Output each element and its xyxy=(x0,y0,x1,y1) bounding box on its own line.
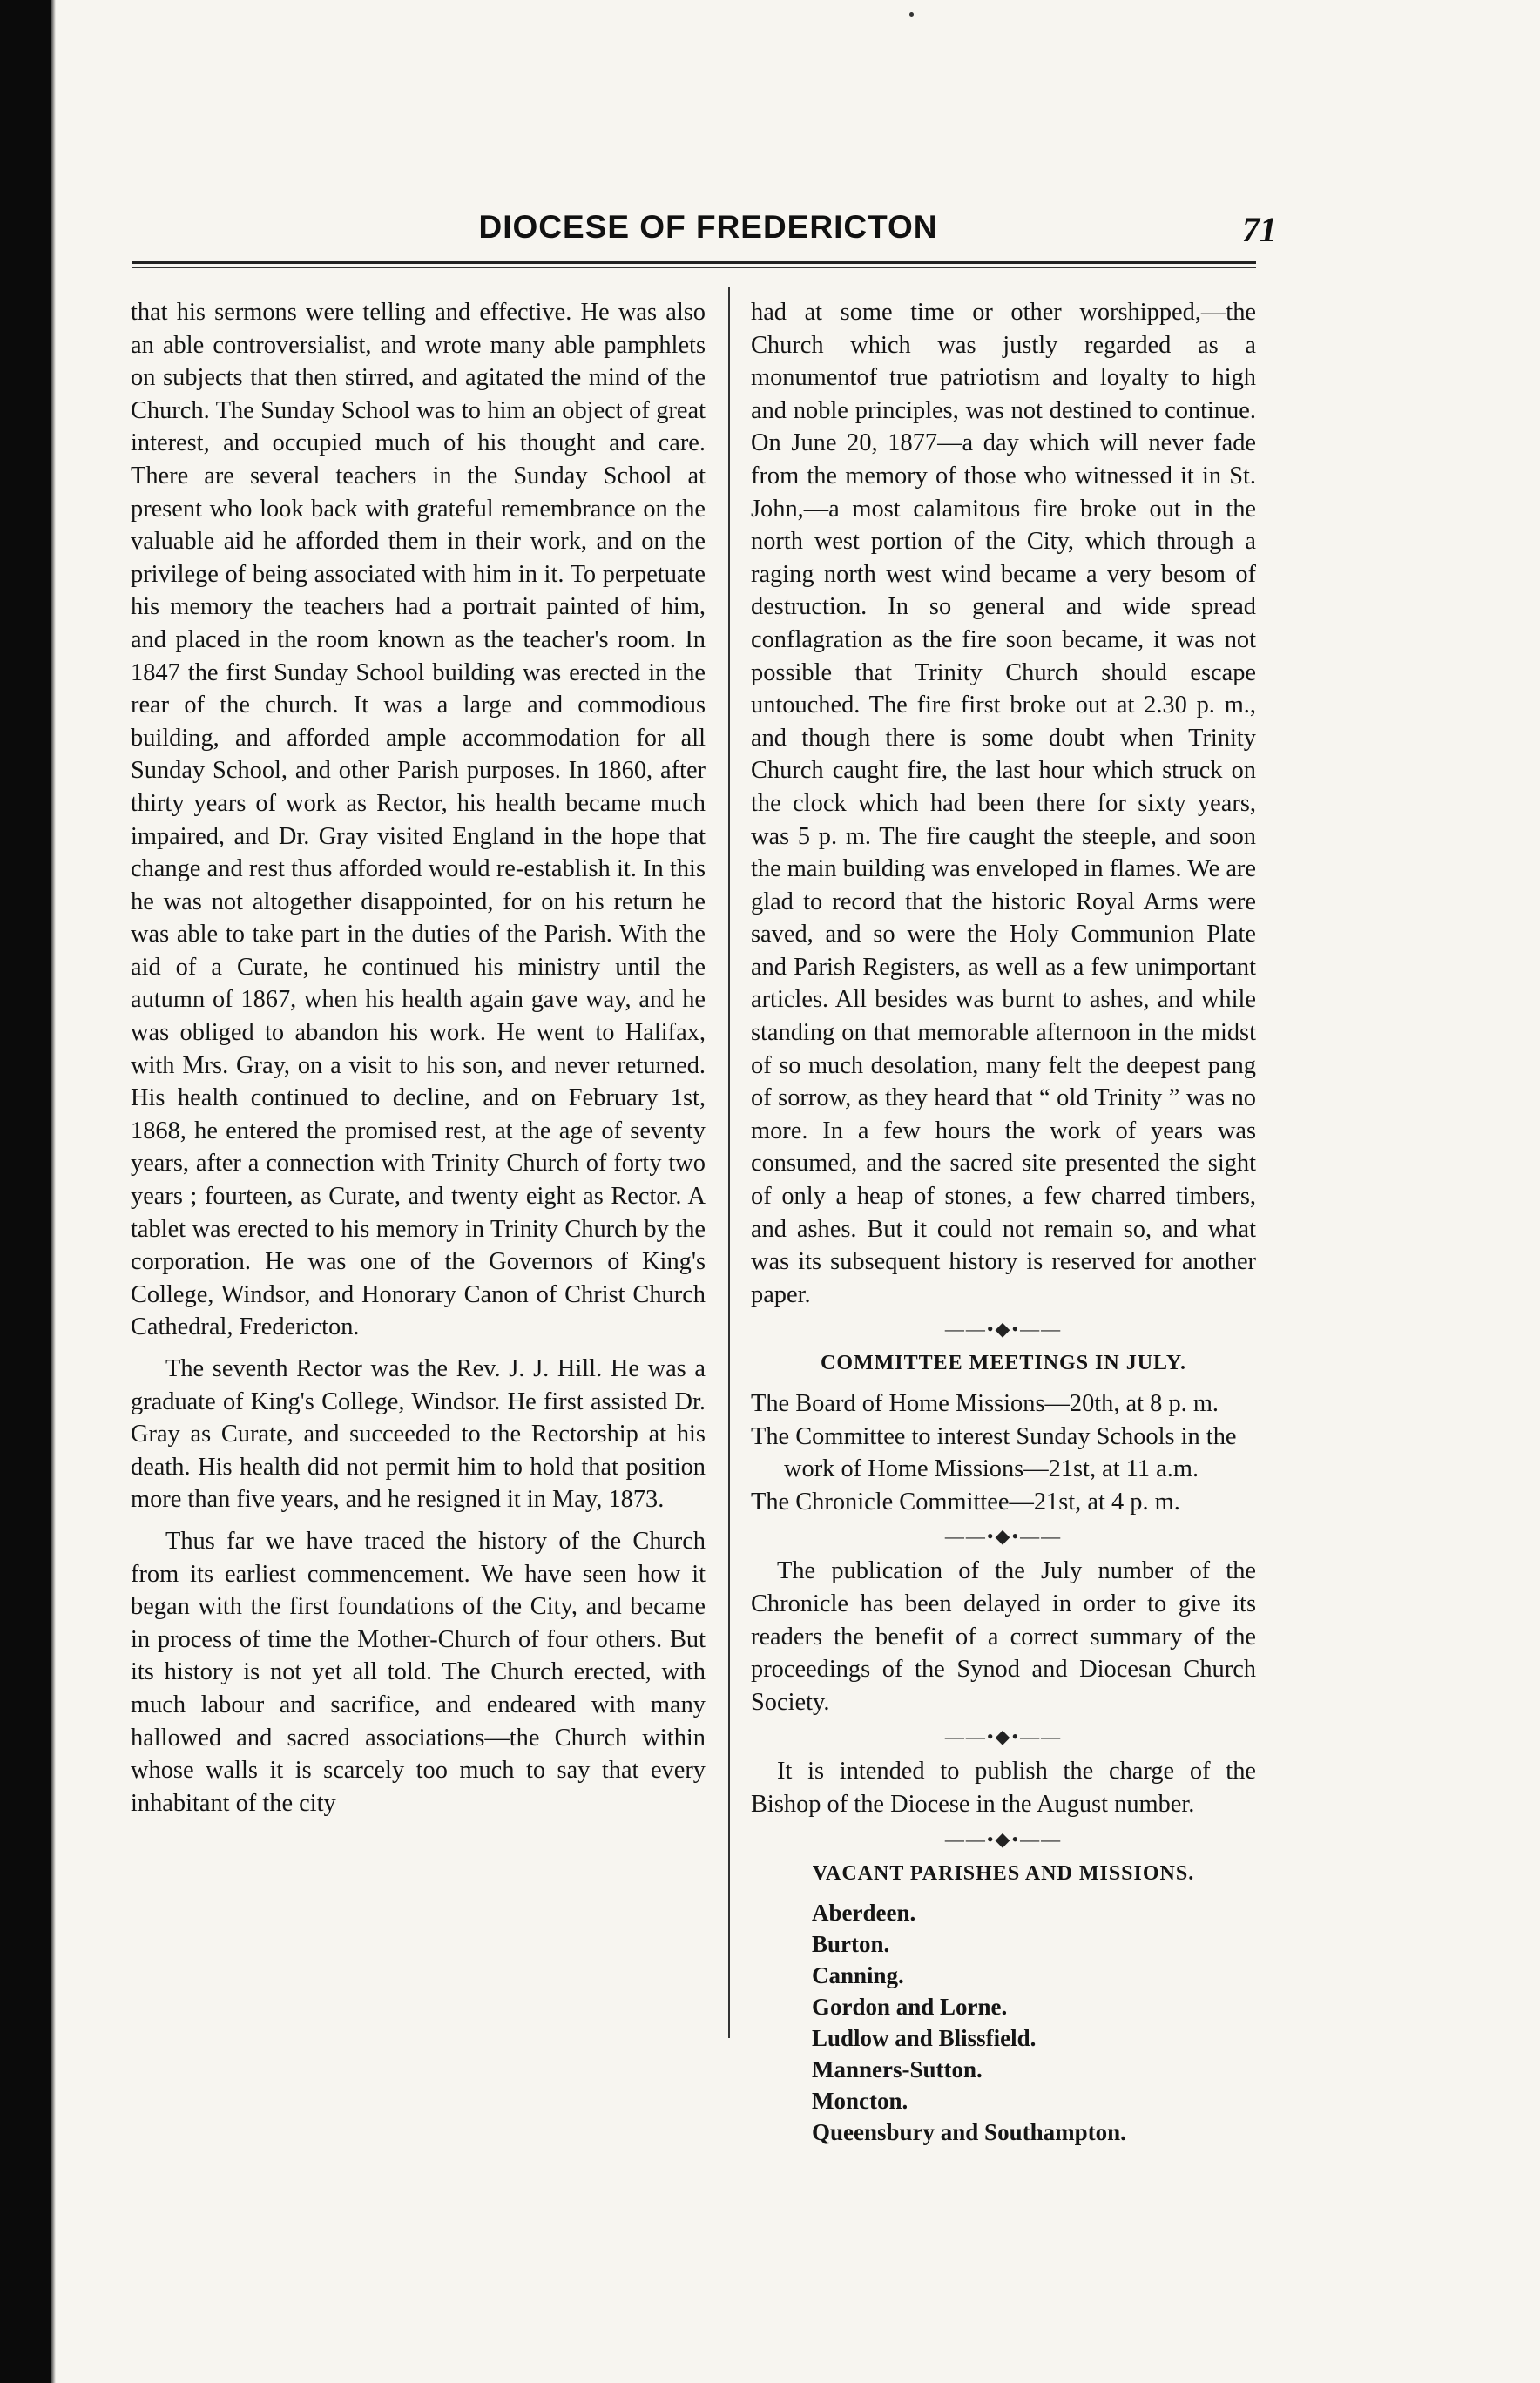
list-item: Aberdeen. xyxy=(812,1900,916,1927)
paragraph: had at some time or other worshipped,—the Church which was justly regarded as a monumentof true patriotism and loyalty to high and noble principles, was not destined to continue. On June 20, 1877—a day which will never fade from the memory of those who witnessed it in St. John,—a most calamitous fire broke out in the north west portion of the City, which through a raging north west wind became a very besom of destruction. In so general and wide spread conflagration as the fire soon became, it was not possible that Trinity Church should escape untouched. The fire first broke out at 2.30 p. m., and though there is some doubt when Trinity Church caught fire, the last hour which struck on the clock which had been there for sixty years, was 5 p. m. The fire caught the steeple, and soon the main building was enveloped in flames. We are glad to record that the historic Royal Arms were saved, and so were the Holy Communion Plate and Parish Registers, as well as a few unimportant articles. All besides was burnt to ashes, and while standing on that memorable afternoon in the midst of so much desolation, many felt the deepest pang of sorrow, as they heard that “ old Trinity ” was no more. In a few hours the work of years was consumed, and the sacred site presented the sight of only a heap of stones, a few charred timbers, and ashes. But it could not remain so, and what was its subsequent history is reserved for another paper. xyxy=(751,299,1256,1308)
list-item: The Committee to interest Sunday Schools in the work of Home Missions—21st, at 11 a.m. xyxy=(751,1422,1237,1483)
paragraph: that his sermons were telling and effective. He was also an able controversialist, and wrote many able pamphlets on subjects that then stirred, and agitated the mind of the Church. The Sunday School was to him an object of great interest, and occupied much of his thought and care. There are several teachers in the Sunday School at present who look back with grateful remembrance on the valuable aid he afforded them in their work, and on the privilege of being associated with him in it. To perpetuate his memory the teachers had a portrait painted of him, and placed in the room known as the teacher's room. In 1847 the first Sunday School building was erected in the rear of the church. It was a large and commodious building, and afforded ample accommodation for all Sunday School, and other Parish purposes. In 1860, after thirty years of work as Rector, his health became much impaired, and Dr. Gray visited England in the hope that change and rest thus afforded would re-establish it. In this he was not altogether disappointed, for on his return he was able to take part in the duties of the Parish. With the aid of a Curate, he continued his ministry until the autumn of 1867, when his health again gave way, and he was obliged to abandon his work. He went to Halifax, with Mrs. Gray, on a visit to his son, and never returned. His health continued to decline, and on February 1st, 1868, he entered the promised rest, at the age of seventy years, after a connection with Trinity Church of forty two years ; fourteen, as Curate, and twenty eight as Rector. A tablet was erected to his memory in Trinity Church by the corporation. He was one of the Governors of King's College, Windsor, and Honorary Canon of Christ Church Cathedral, Fredericton. xyxy=(131,299,706,1341)
list-item: The Chronicle Committee—21st, at 4 p. m. xyxy=(751,1488,1180,1516)
page-title: DIOCESE OF FREDERICTON xyxy=(478,209,938,245)
ornament-divider: ——•◆•—— xyxy=(944,1827,1063,1850)
notice-publication: The publication of the July number of the Chronicle has been delayed in order to give its readers the benefit of a correct summary of the proceedings of the Synod and Diocesan Church Society. xyxy=(751,1557,1256,1716)
ornament-divider: ——•◆•—— xyxy=(944,1525,1063,1548)
list-item: Manners-Sutton. xyxy=(812,2056,983,2083)
committee-list xyxy=(751,1387,1256,1518)
running-head xyxy=(146,209,1277,261)
notice-charge: It is intended to publish the charge of the Bishop of the Diocese in the August number. xyxy=(751,1758,1256,1818)
paragraph: The seventh Rector was the Rev. J. J. Hill. He was a graduate of King's College, Windsor. He first assisted Dr. Gray as Curate, and succeeded to the Rectorship at his death. His health did not permit him to hold that position more than five years, and he resigned it in May, 1873. xyxy=(131,1355,706,1514)
list-item: Moncton. xyxy=(812,2088,908,2115)
vacant-list xyxy=(751,1897,1256,2148)
page-number: 71 xyxy=(1242,210,1277,249)
list-item: Queensbury and Southampton. xyxy=(812,2119,1126,2146)
ornament-divider: ——•◆•—— xyxy=(944,1318,1063,1340)
right-column xyxy=(751,296,1256,2148)
committee-heading: COMMITTEE MEETINGS IN JULY. xyxy=(821,1352,1186,1375)
header-rule xyxy=(132,261,1256,264)
ornament-divider: ——•◆•—— xyxy=(944,1725,1063,1748)
list-item: Gordon and Lorne. xyxy=(812,1994,1008,2021)
list-item: Canning. xyxy=(812,1962,904,1989)
list-item: The Board of Home Missions—20th, at 8 p. m. xyxy=(751,1390,1219,1417)
list-item: Ludlow and Blissfield. xyxy=(812,2025,1037,2052)
speck xyxy=(909,12,914,17)
left-column xyxy=(131,296,706,1819)
vacant-heading: VACANT PARISHES AND MISSIONS. xyxy=(812,1861,1195,1885)
paragraph: Thus far we have traced the history of the Church from its earliest commencement. We have seen how it began with the first foundations of the City, and became in process of time the Mother-Church of four others. But its history is not yet all told. The Church erected, with much labour and sacrifice, and endeared with many hallowed and sacred associations—the Church within whose walls it is scarcely too much to say that every inhabitant of the city xyxy=(131,1527,706,1817)
list-item: Burton. xyxy=(812,1931,890,1958)
column-divider xyxy=(728,287,730,2038)
header-rule-thin xyxy=(132,267,1256,268)
page-edge xyxy=(51,0,56,2383)
